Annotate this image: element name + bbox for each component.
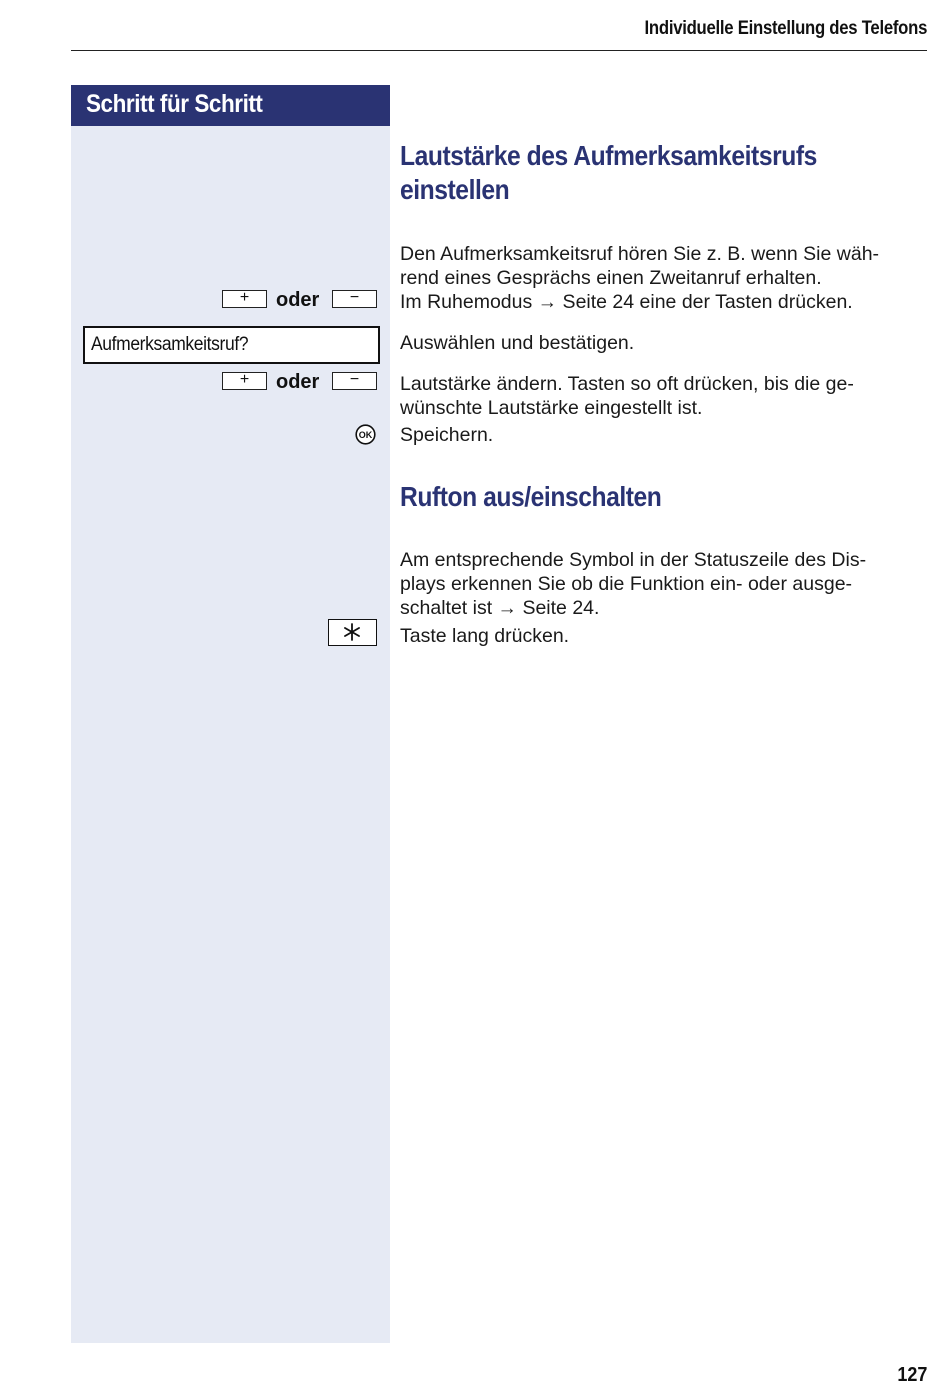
minus-key-icon: − [332, 290, 377, 308]
sidebar-title: Schritt für Schritt [86, 90, 263, 118]
ok-button-icon [355, 424, 376, 445]
oder-label: oder [276, 289, 320, 311]
minus-key-icon: − [332, 372, 377, 390]
sidebar-title-bar [71, 85, 390, 126]
svg-text:OK: OK [358, 430, 373, 440]
ringer-step-press: Taste lang drücken. [400, 625, 570, 647]
star-key-icon [328, 619, 377, 646]
oder-label: oder [276, 371, 320, 393]
display-text: Aufmerksamkeitsruf? [91, 334, 249, 355]
section-heading-volume: Lautstärke des Aufmerksamkeitsrufs [400, 140, 817, 171]
display-menu-item [83, 326, 380, 364]
volume-intro-line1: Den Aufmerksamkeitsruf hören Sie z. B. wenn Sie wäh- [400, 243, 880, 265]
volume-step-change-line2: wünschte Lautstärke eingestellt ist. [400, 397, 703, 419]
plus-key-icon: + [222, 290, 267, 308]
volume-step-save: Speichern. [400, 424, 494, 446]
running-header: Individuelle Einstellung des Telefons [644, 18, 927, 39]
volume-step-idle: Im Ruhemodus → Seite 24 eine der Tasten drücken. [400, 291, 853, 313]
page-number: 127 [896, 1364, 927, 1386]
ringer-intro-line3: schaltet ist → Seite 24. [400, 597, 600, 619]
plus-key-icon: + [222, 372, 267, 390]
ringer-intro-line1: Am entsprechende Symbol in der Statuszeile des Dis- [400, 549, 867, 571]
volume-step-select: Auswählen und bestätigen. [400, 332, 635, 354]
ringer-intro-line2: plays erkennen Sie ob die Funktion ein- oder ausge- [400, 573, 853, 595]
volume-intro-line2: rend eines Gesprächs einen Zweitanruf erhalten. [400, 267, 822, 289]
step-sidebar [71, 85, 390, 1343]
section-heading-volume-line2: einstellen [400, 174, 510, 205]
section-heading-ringer: Rufton aus/einschalten [400, 481, 662, 512]
volume-step-change-line1: Lautstärke ändern. Tasten so oft drücken, bis die ge- [400, 373, 854, 395]
header-divider [71, 50, 927, 51]
